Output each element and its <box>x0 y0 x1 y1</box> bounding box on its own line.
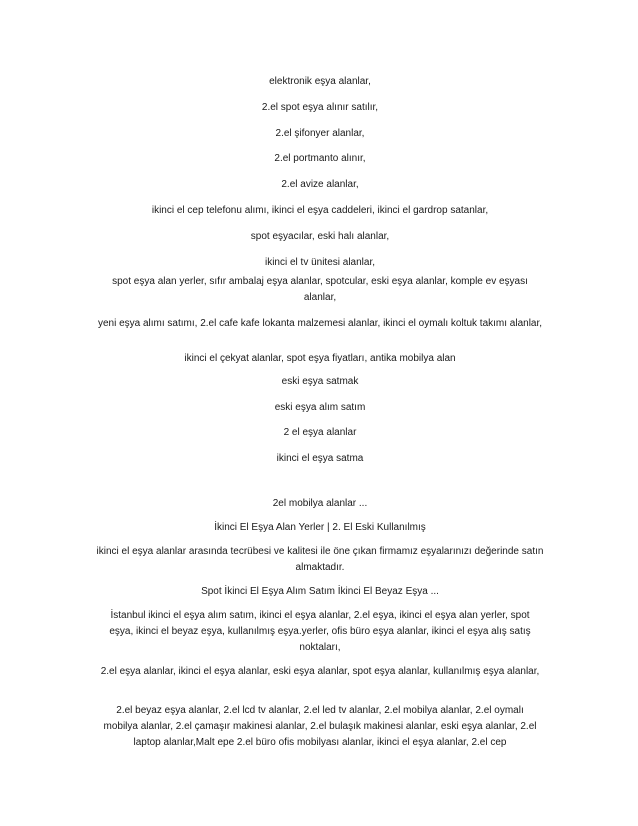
text-line: 2.el avize alanlar, <box>281 179 359 190</box>
text-line: 2el mobilya alanlar ... <box>272 498 368 509</box>
text-line: spot eşyacılar, eski halı alanlar, <box>250 231 390 242</box>
text-line: 2 el eşya alanlar <box>283 427 357 438</box>
text-line: ikinci el eşya satma <box>276 453 364 464</box>
text-line: 2.el spot eşya alınır satılır, <box>261 102 379 113</box>
text-line: eski eşya alım satım <box>274 402 366 413</box>
text-line: yeni eşya alımı satımı, 2.el cafe kafe lokanta malzemesi alanlar, ikinci el oymalı koltuk takımı alanlar, <box>97 318 543 329</box>
text-line: 2.el şifonyer alanlar, <box>275 128 365 139</box>
text-line: eski eşya satmak <box>281 376 359 387</box>
text-line: ikinci el cep telefonu alımı, ikinci el eşya caddeleri, ikinci el gardrop satanlar, <box>151 205 489 216</box>
text-line: spot eşya alan yerler, sıfır ambalaj eşya alanlar, spotcular, eski eşya alanlar, komple ev eşyası alanlar, <box>112 276 528 303</box>
text-line: İstanbul ikinci el eşya alım satım, ikinci el eşya alanlar, 2.el eşya, ikinci el eşya alan yerler, spot eşya, ikinci el beyaz eşya, kullanılmış eşya.yerler, ofis büro eşya alanlar, ikinci el eşya alış satış noktaları, <box>109 610 531 653</box>
text-line: 2.el portmanto alınır, <box>274 153 366 164</box>
text-line: İkinci El Eşya Alan Yerler | 2. El Eski Kullanılmış <box>214 522 426 533</box>
text-line: elektronik eşya alanlar, <box>269 76 371 87</box>
text-line: 2.el eşya alanlar, ikinci el eşya alanlar, eski eşya alanlar, spot eşya alanlar, kullanılmış eşya alanlar, <box>100 666 540 677</box>
text-line: ikinci el eşya alanlar arasında tecrübesi ve kalitesi ile öne çıkan firmamız eşyalarınızı değerinde satın almaktadır. <box>96 546 544 573</box>
text-line: ikinci el çekyat alanlar, spot eşya fiyatları, antika mobilya alan <box>184 353 456 364</box>
text-line: 2.el beyaz eşya alanlar, 2.el lcd tv alanlar, 2.el led tv alanlar, 2.el mobilya alanlar, 2.el oymalı mobilya alanlar, 2.el çamaşır makinesi alanlar, 2.el bulaşık makinesi alanlar, eski eşya alanlar, 2.el laptop alanlar,Malt epe 2.el büro ofis mobilyası alanlar, ikinci el eşya alanlar, 2.el cep <box>103 705 537 748</box>
text-line: Spot İkinci El Eşya Alım Satım İkinci El Beyaz Eşya ... <box>201 586 439 597</box>
text-line: ikinci el tv ünitesi alanlar, <box>264 257 376 268</box>
